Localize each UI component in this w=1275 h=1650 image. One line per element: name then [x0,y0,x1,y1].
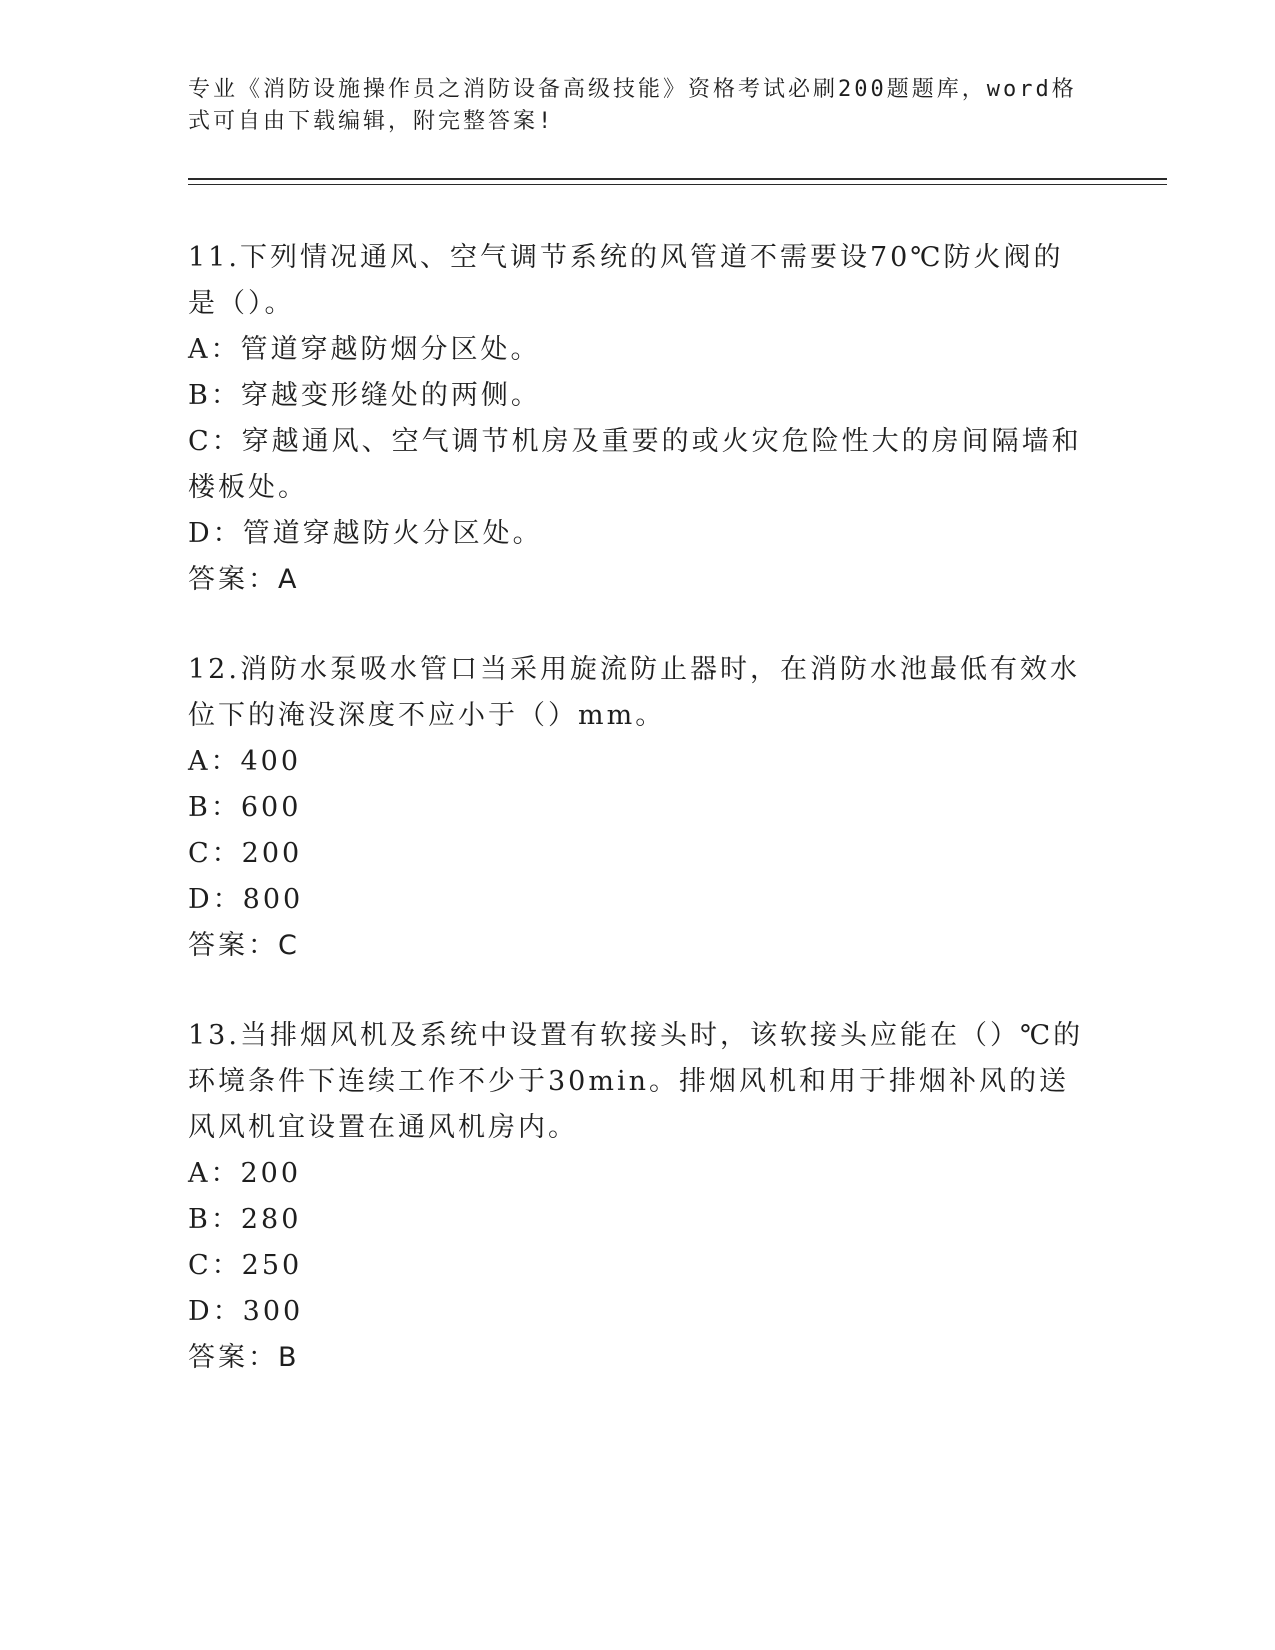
question-stem: 13.当排烟风机及系统中设置有软接头时，该软接头应能在（）℃的环境条件下连续工作不少于30min。排烟风机和用于排烟补风的送风风机宜设置在通风机房内。 [188,1020,1084,1143]
option-b: B：600 [188,792,302,823]
option-b: B：280 [188,1204,302,1235]
header-divider-thick [188,178,1167,180]
option-b: B：穿越变形缝处的两侧。 [188,380,541,411]
answer: 答案：A [188,564,300,595]
option-d: D：管道穿越防火分区处。 [188,518,543,549]
option-c: C：250 [188,1250,303,1281]
header-divider-thin [188,184,1167,185]
question-stem: 12.消防水泵吸水管口当采用旋流防止器时，在消防水池最低有效水位下的淹没深度不应小于（）mm。 [188,654,1080,731]
question-12 [188,647,1088,969]
question-13 [188,1013,1088,1381]
answer: 答案：B [188,1342,300,1373]
option-a: A：管道穿越防烟分区处。 [188,334,541,365]
document-header: 专业《消防设施操作员之消防设备高级技能》资格考试必刷200题题库，word格式可自由下载编辑，附完整答案! [188,77,1077,134]
answer: 答案：C [188,930,300,961]
option-c: C：穿越通风、空气调节机房及重要的或火灾危险性大的房间隔墙和楼板处。 [188,426,1082,503]
option-c: C：200 [188,838,303,869]
option-a: A：200 [188,1158,302,1189]
question-11 [188,235,1088,603]
option-a: A：400 [188,746,302,777]
option-d: D：300 [188,1296,304,1327]
question-stem: 11.下列情况通风、空气调节系统的风管道不需要设70℃防火阀的是（）。 [188,242,1064,319]
option-d: D：800 [188,884,304,915]
